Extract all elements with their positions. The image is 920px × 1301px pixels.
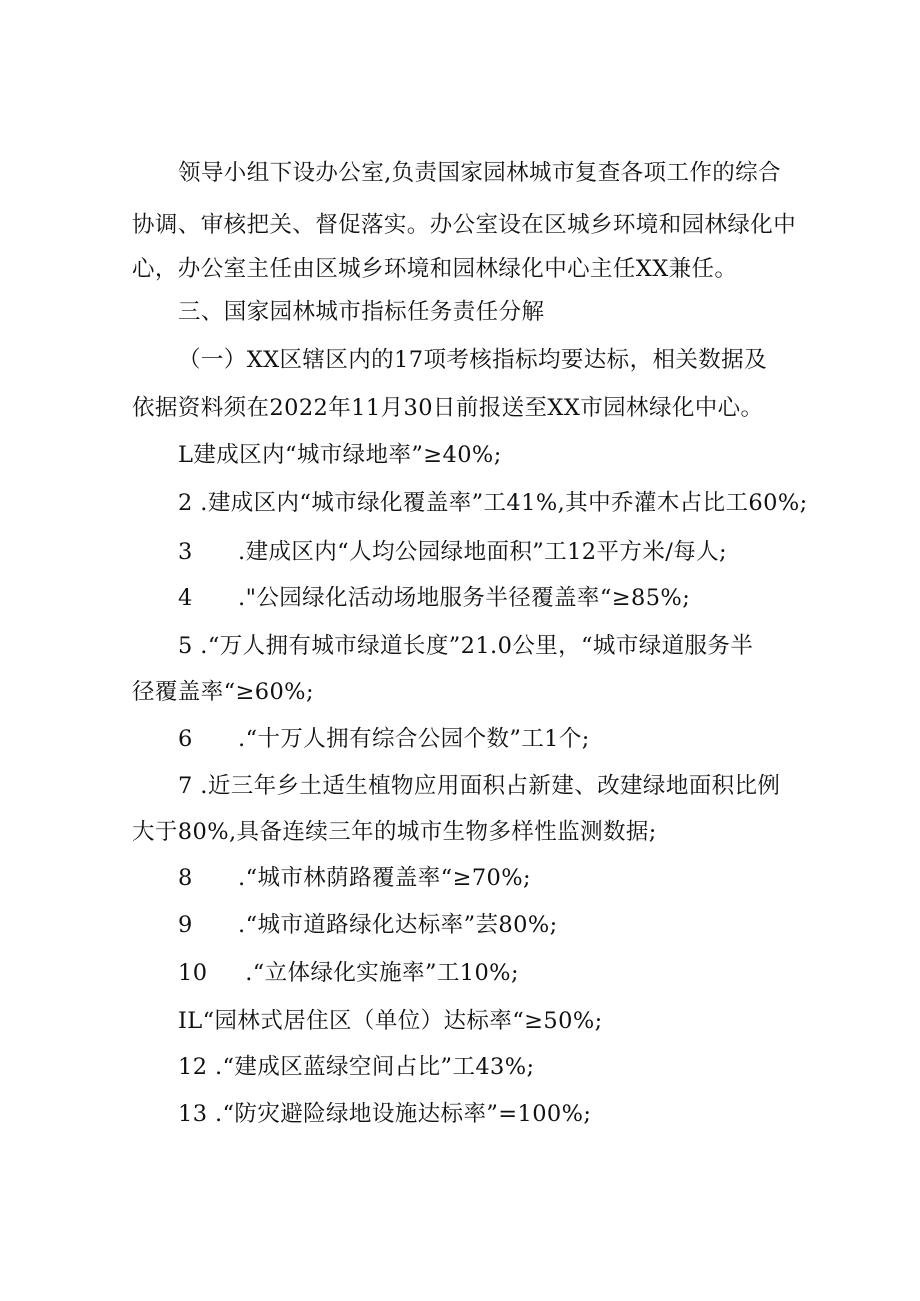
indicator-item: 6 .“十万人拥有综合公园个数”工1个; [178,726,590,752]
indicator-item: 7 .近三年乡土适生植物应用面积占新建、改建绿地面积比例 [178,773,781,799]
paragraph-line: 依据资料须在2022年11月30日前报送至XX市园林绿化中心。 [132,395,764,421]
paragraph-line: 心，办公室主任由区城乡环境和园林绿化中心主任XX兼任。 [132,256,738,282]
indicator-item: L建成区内“城市绿地率”≥40%; [178,442,502,468]
indicator-item: 2 .建成区内“城市绿化覆盖率”工41%,其中乔灌木占比工60%; [178,490,808,516]
paragraph-line: 领导小组下设办公室,负责国家园林城市复查各项工作的综合 [178,160,781,186]
indicator-item: 13 .“防灾避险绿地设施达标率”=100%; [178,1101,592,1127]
section-heading: 三、国家园林城市指标任务责任分解 [178,299,545,325]
indicator-item: 8 .“城市林荫路覆盖率“≥70%; [178,865,532,891]
indicator-item: 5 .“万人拥有城市绿道长度”21.0公里，“城市绿道服务半 [178,633,754,659]
indicator-item: 12 .“建成区蓝绿空间占比”工43%; [178,1054,535,1080]
paragraph-line: 协调、审核把关、督促落实。办公室设在区城乡环境和园林绿化中 [132,212,797,238]
indicator-item: 3 .建成区内“人均公园绿地面积”工12平方米/每人; [178,539,727,565]
indicator-item: 10 .“立体绿化实施率”工10%; [178,960,519,986]
indicator-item: IL“园林式居住区（单位）达标率“≥50%; [178,1008,603,1034]
indicator-item: 径覆盖率“≥60%; [132,679,314,705]
indicator-item: 大于80%,具备连续三年的城市生物多样性监测数据; [132,819,657,845]
paragraph-line: （一）XX区辖区内的17项考核指标均要达标，相关数据及 [178,347,767,373]
indicator-item: 4 ."公园绿化活动场地服务半径覆盖率“≥85%; [178,585,691,611]
indicator-item: 9 .“城市道路绿化达标率”芸80%; [178,912,558,938]
